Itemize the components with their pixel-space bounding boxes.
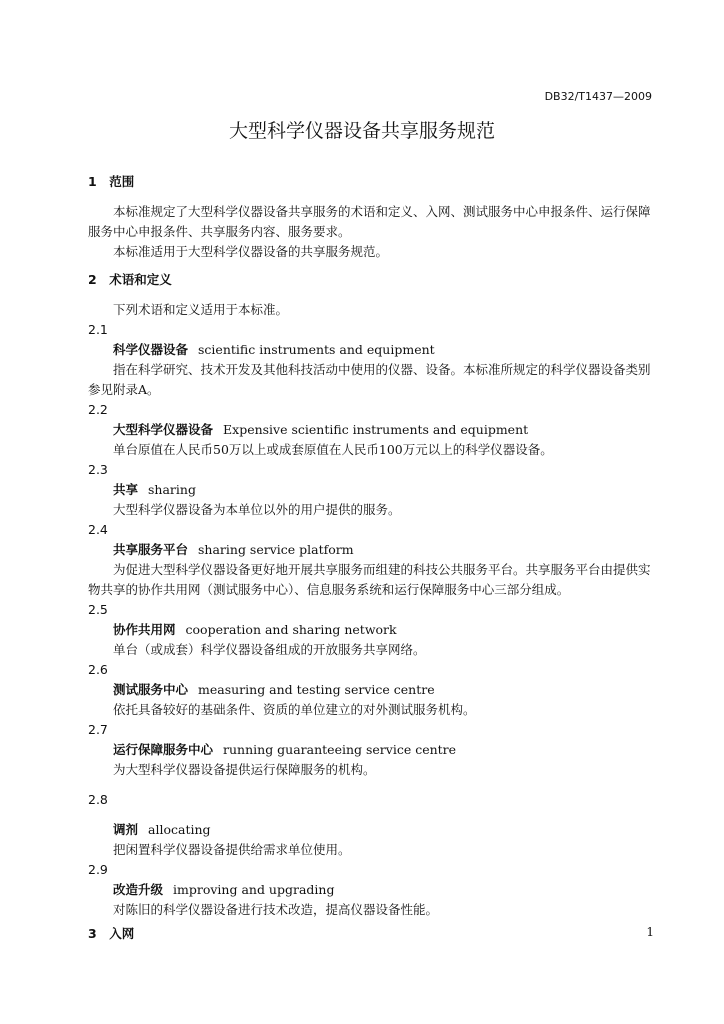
term-en: allocating: [148, 822, 211, 837]
term-number: 2.9: [88, 862, 108, 877]
term-number: 2.6: [88, 662, 108, 677]
section-1-heading: 1 范围: [88, 174, 135, 189]
term-number: 2.3: [88, 462, 108, 477]
term-number: 2.7: [88, 722, 108, 737]
term-definition: 指在科学研究、技术开发及其他科技活动中使用的仪器、设备。本标准所规定的科学仪器设备类别参见附录A。: [88, 362, 651, 397]
term-en: cooperation and sharing network: [185, 622, 397, 637]
term-definition: 为促进大型科学仪器设备更好地开展共享服务而组建的科技公共服务平台。共享服务平台由提供实物共享的协作共用网（测试服务中心）、信息服务系统和运行保障服务中心三部分组成。: [88, 562, 651, 597]
document-body: [88, 172, 660, 942]
term-en: scientific instruments and equipment: [198, 342, 435, 357]
section-1-para-2: 本标准适用于大型科学仪器设备的共享服务规范。: [113, 244, 389, 259]
term-number: 2.4: [88, 522, 108, 537]
term-cn: 测试服务中心: [113, 682, 189, 697]
term-cn: 大型科学仪器设备: [113, 422, 214, 437]
term-cn: 调剂: [113, 822, 139, 837]
term-2-8: [88, 790, 660, 860]
term-en: sharing: [148, 482, 196, 497]
page-number: 1: [646, 925, 654, 939]
term-cn: 改造升级: [113, 882, 164, 897]
term-number: 2.1: [88, 322, 108, 337]
term-cn: 共享服务平台: [113, 542, 189, 557]
term-2-2: [88, 400, 660, 460]
term-number: 2.8: [88, 792, 108, 807]
term-2-4: [88, 520, 660, 600]
term-definition: 对陈旧的科学仪器设备进行技术改造，提高仪器设备性能。: [113, 902, 439, 917]
term-2-1: [88, 320, 660, 400]
term-definition: 大型科学仪器设备为本单位以外的用户提供的服务。: [113, 502, 401, 517]
term-en: improving and upgrading: [173, 882, 335, 897]
term-2-5: [88, 600, 660, 660]
term-2-7: [88, 720, 660, 780]
section-1-para-1: 本标准规定了大型科学仪器设备共享服务的术语和定义、入网、测试服务中心申报条件、运行保障服务中心申报条件、共享服务内容、服务要求。: [88, 204, 651, 239]
section-3-heading: 3 入网: [88, 926, 135, 941]
term-2-9: [88, 860, 660, 920]
section-2-intro: 下列术语和定义适用于本标准。: [113, 302, 289, 317]
term-definition: 为大型科学仪器设备提供运行保障服务的机构。: [113, 762, 376, 777]
section-2-heading: 2 术语和定义: [88, 272, 172, 287]
term-en: sharing service platform: [198, 542, 354, 557]
term-definition: 依托具备较好的基础条件、资质的单位建立的对外测试服务机构。: [113, 702, 476, 717]
document-title: 大型科学仪器设备共享服务规范: [228, 120, 495, 142]
term-cn: 运行保障服务中心: [113, 742, 214, 757]
term-en: Expensive scientific instruments and equipment: [223, 422, 529, 437]
term-cn: 科学仪器设备: [113, 342, 189, 357]
term-number: 2.5: [88, 602, 108, 617]
term-en: running guaranteeing service centre: [223, 742, 457, 757]
term-en: measuring and testing service centre: [198, 682, 435, 697]
term-number: 2.2: [88, 402, 108, 417]
term-2-3: [88, 460, 660, 520]
term-cn: 共享: [113, 482, 139, 497]
term-2-6: [88, 660, 660, 720]
term-definition: 单台（或成套）科学仪器设备组成的开放服务共享网络。: [113, 642, 426, 657]
standard-code: DB32/T1437—2009: [544, 90, 652, 103]
term-definition: 把闲置科学仪器设备提供给需求单位使用。: [113, 842, 351, 857]
term-definition: 单台原值在人民币50万以上或成套原值在人民币100万元以上的科学仪器设备。: [113, 442, 553, 457]
term-cn: 协作共用网: [113, 622, 176, 637]
